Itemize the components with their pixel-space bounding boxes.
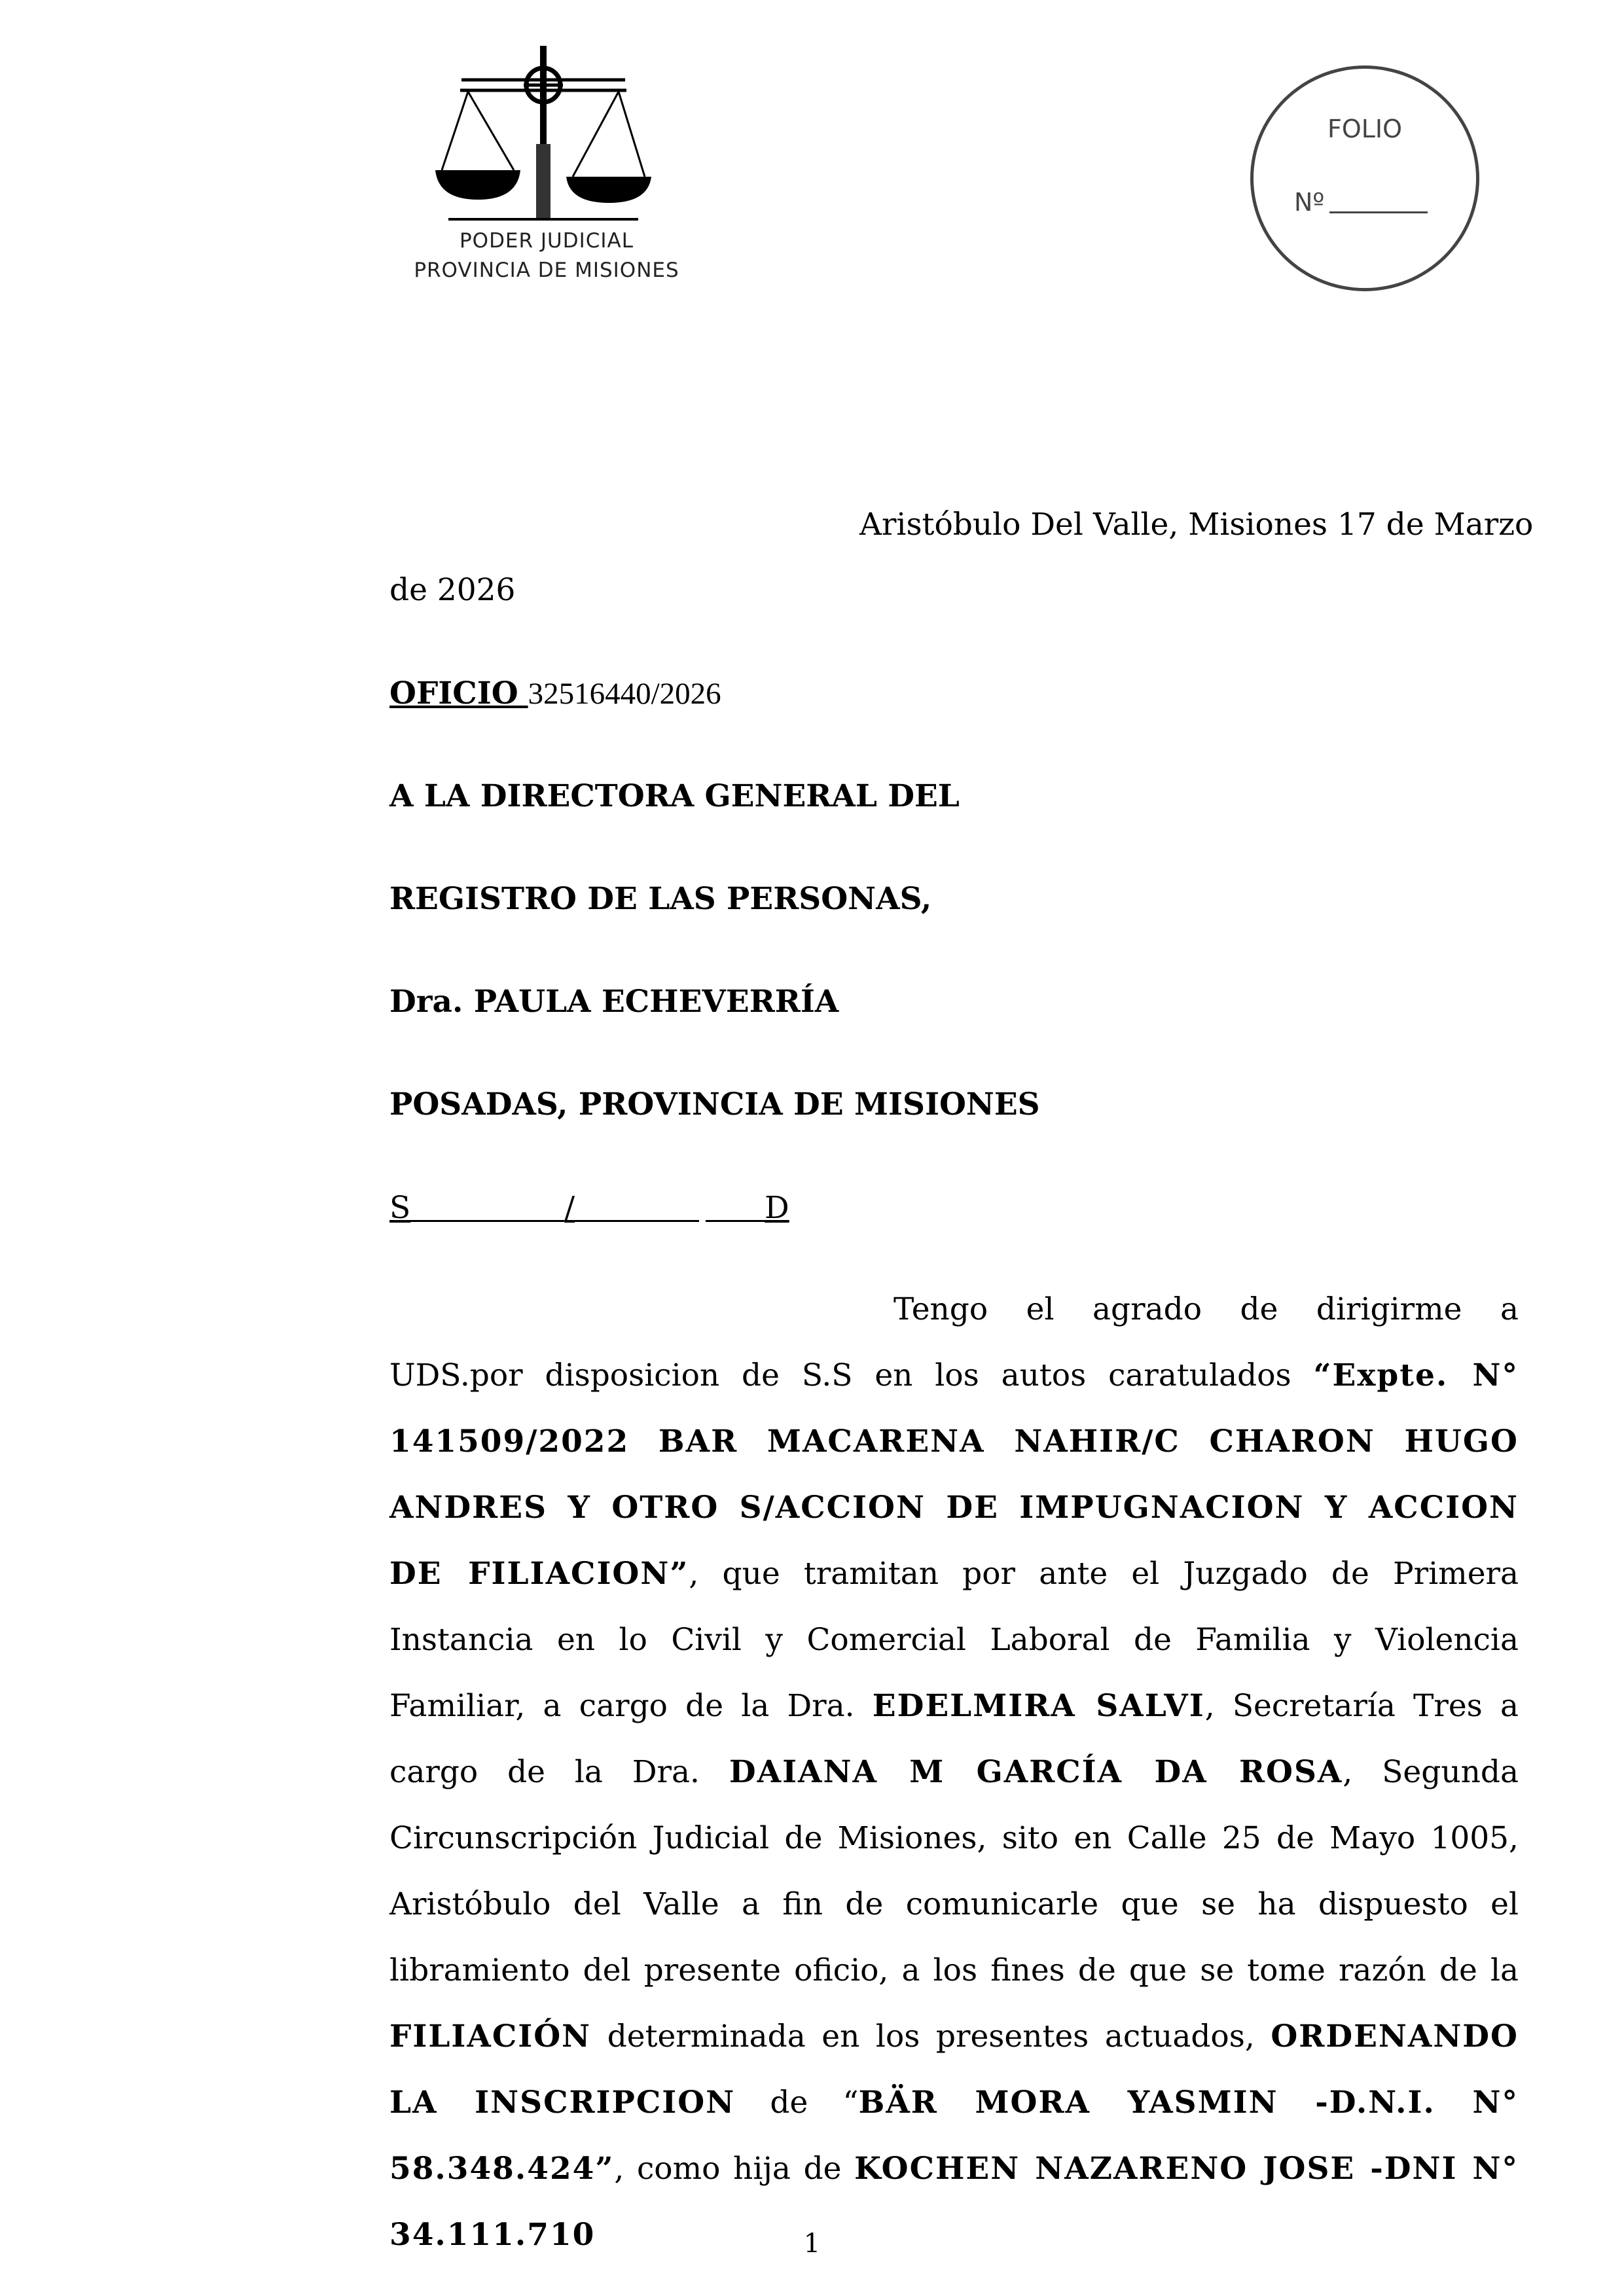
logo-text-line2: PROVINCIA DE MISIONES	[414, 259, 679, 282]
recipient-line-2: REGISTRO DE LAS PERSONAS,	[389, 881, 932, 917]
ordenando-inscripcion: ORDENANDO LA INSCRIPCION	[389, 2018, 1519, 2121]
body-text-2: , que tramitan por ante el Juzgado de Primera Instancia en lo Civil y Comercial Laboral de Familia y Violencia Familiar, a cargo de la Dra.	[389, 1556, 1519, 1724]
recipient-line-1: A LA DIRECTORA GENERAL DEL	[389, 778, 960, 814]
salutation-blank-3	[706, 1194, 765, 1222]
salutation-slash: /	[564, 1190, 575, 1226]
body-text-7: , como hija de	[614, 2151, 855, 2187]
body-text-3: , Secretaría Tres a cargo de la Dra.	[389, 1688, 1519, 1790]
logo-text-line1: PODER JUDICIAL	[459, 229, 634, 253]
salutation-s: S	[389, 1190, 411, 1226]
salutation-sd	[389, 1190, 789, 1226]
judge-name: EDELMIRA SALVI	[872, 1688, 1205, 1724]
expediente-caption: “Expte. N° 141509/2022 BAR MACARENA NAHIR/C CHARON HUGO ANDRES Y OTRO S/ACCION DE IMPUGNACION Y ACCION DE FILIACION”	[389, 1357, 1519, 1592]
filiacion-term: FILIACIÓN	[389, 2018, 592, 2054]
salutation-blank-2	[575, 1194, 699, 1222]
father-name-dni: KOCHEN NAZARENO JOSE -DNI N° 34.111.710	[389, 2151, 1519, 2253]
folio-number-blank	[1329, 188, 1428, 213]
folio-label: FOLIO	[1327, 115, 1403, 143]
folio-number-label: Nº	[1294, 188, 1325, 217]
date-line-1: Aristóbulo Del Valle, Misiones 17 de Marzo	[859, 507, 1534, 543]
oficio-number: 32516440/2026	[528, 677, 721, 711]
scales-of-justice-icon	[409, 39, 684, 229]
child-name-dni: BÄR MORA YASMIN -D.N.I. N° 58.348.424”	[389, 2085, 1519, 2187]
body-text-1: Tengo el agrado de dirigirme a UDS.por disposicion de S.S en los autos caratulados	[389, 1291, 1519, 1393]
salutation-d: D	[765, 1190, 789, 1226]
folio-number	[1294, 188, 1428, 217]
body-text-6: de “	[735, 2085, 859, 2121]
poder-judicial-logo	[409, 39, 684, 295]
folio-stamp	[1250, 65, 1479, 291]
date-line-2: de 2026	[389, 572, 516, 608]
recipient-line-4: POSADAS, PROVINCIA DE MISIONES	[389, 1086, 1040, 1122]
body-text-5: determinada en los presentes actuados,	[591, 2018, 1271, 2054]
oficio-label: OFICIO	[389, 675, 518, 711]
recipient-line-3: Dra. PAULA ECHEVERRÍA	[389, 984, 839, 1020]
salutation-blank-1	[410, 1194, 564, 1222]
body-text-4: , Segunda Circunscripción Judicial de Misiones, sito en Calle 25 de Mayo 1005, Aristóbulo del Valle a fin de comunicarle que se ha dispuesto el libramiento del presente oficio, a los fines de que se tome razón de la	[389, 1754, 1519, 1988]
oficio-line	[389, 675, 721, 711]
secretary-name: DAIANA M GARCÍA DA ROSA	[729, 1754, 1343, 1790]
page-number: 1	[803, 2229, 821, 2259]
body-paragraph	[389, 1276, 1519, 2268]
